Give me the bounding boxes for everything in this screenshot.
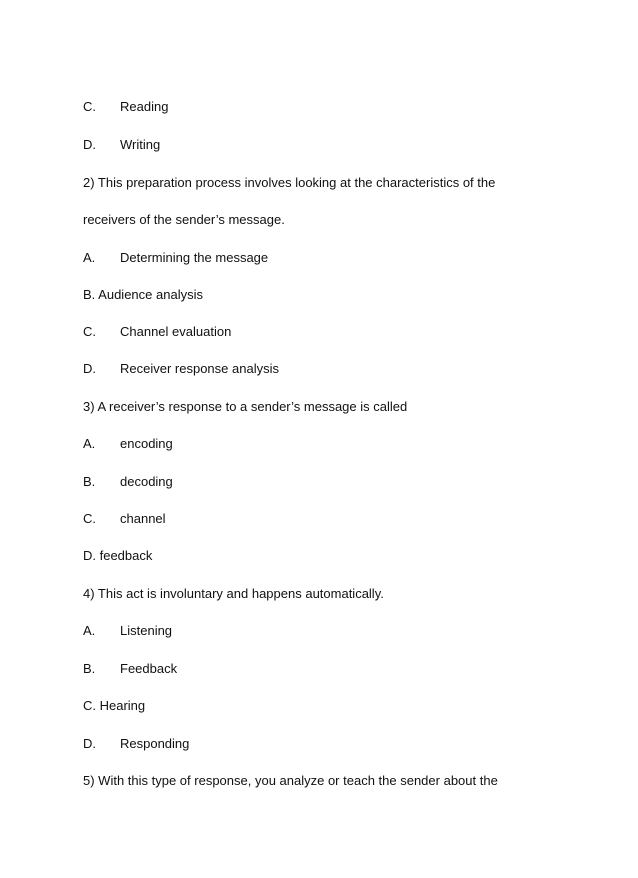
option-inline: C. Hearing — [83, 698, 146, 713]
option-line — [83, 474, 173, 490]
option-line — [83, 623, 172, 639]
question-line: 3) A receiver’s response to a sender’s message is called — [83, 399, 408, 414]
question-text — [83, 212, 285, 228]
option-letter: A. — [83, 436, 96, 451]
option-letter: A. — [83, 250, 96, 265]
option-letter: D. — [83, 736, 96, 751]
option-text: Writing — [120, 137, 161, 152]
option-letter: C. — [83, 324, 96, 339]
option-line — [83, 137, 160, 153]
option-inline: D. feedback — [83, 548, 153, 563]
option-line — [83, 736, 189, 752]
option-line — [83, 287, 203, 303]
option-letter: D. — [83, 361, 96, 376]
option-text: Responding — [120, 736, 190, 751]
option-text: Reading — [120, 99, 169, 114]
option-text: Channel evaluation — [120, 324, 232, 339]
option-line — [83, 324, 231, 340]
option-letter: C. — [83, 511, 96, 526]
question-text — [83, 586, 384, 602]
option-letter: C. — [83, 99, 96, 114]
option-text: encoding — [120, 436, 173, 451]
option-letter: A. — [83, 623, 96, 638]
option-line — [83, 99, 168, 115]
option-inline: B. Audience analysis — [83, 287, 203, 302]
option-line — [83, 511, 166, 527]
option-line — [83, 661, 177, 677]
question-line: receivers of the sender’s message. — [83, 212, 285, 227]
question-text — [83, 175, 495, 191]
option-text: channel — [120, 511, 166, 526]
option-line — [83, 436, 173, 452]
option-line — [83, 698, 145, 714]
option-text: Listening — [120, 623, 173, 638]
question-text — [83, 773, 498, 789]
question-line: 4) This act is involuntary and happens automatically. — [83, 586, 384, 601]
question-line: 5) With this type of response, you analyze or teach the sender about the — [83, 773, 498, 788]
option-letter: B. — [83, 474, 96, 489]
option-line — [83, 361, 279, 377]
option-letter: D. — [83, 137, 96, 152]
option-text: Determining the message — [120, 250, 269, 265]
question-text — [83, 399, 407, 415]
question-line: 2) This preparation process involves looking at the characteristics of the — [83, 175, 496, 190]
option-letter: B. — [83, 661, 96, 676]
option-text: Feedback — [120, 661, 178, 676]
option-text: decoding — [120, 474, 173, 489]
option-text: Receiver response analysis — [120, 361, 279, 376]
option-line — [83, 250, 268, 266]
option-line — [83, 548, 152, 564]
